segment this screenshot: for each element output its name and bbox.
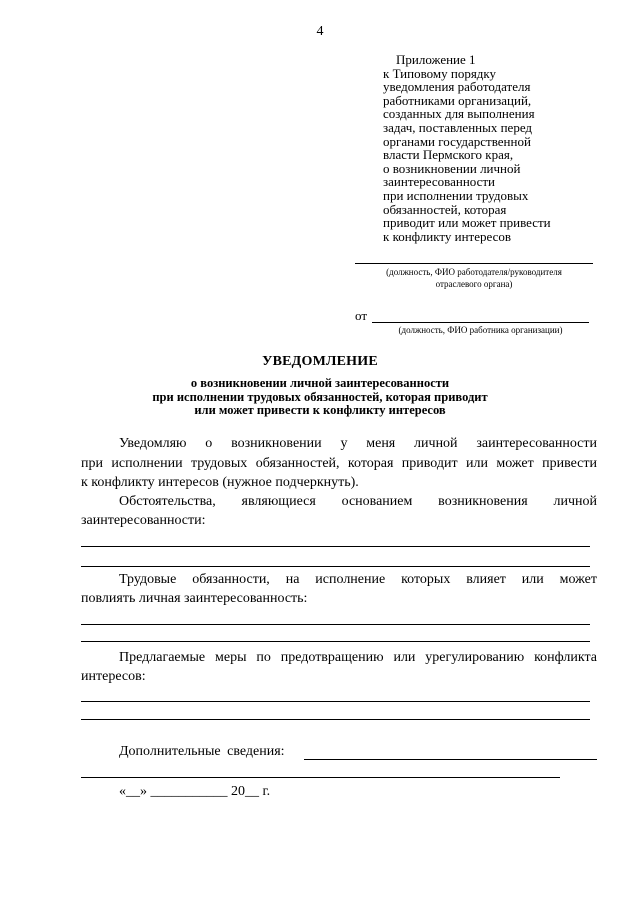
appendix-line: задач, поставленных перед: [383, 119, 533, 135]
appendix-line: к конфликту интересов: [383, 228, 511, 244]
additional-info-label: Дополнительные сведения:: [119, 744, 285, 759]
duties-fill-line[interactable]: [81, 624, 590, 625]
appendix-line: власти Пермского края,: [383, 147, 514, 163]
subtitle-line: или может привести к конфликту интересов: [194, 403, 446, 417]
appendix-line: приводит или может привести: [383, 215, 551, 231]
appendix-line: работниками организаций,: [383, 92, 532, 108]
measures-fill-line[interactable]: [81, 719, 590, 720]
recipient-fill-line[interactable]: [355, 263, 593, 264]
additional-info-fill-line[interactable]: [304, 759, 597, 760]
recipient-caption-line1: (должность, ФИО работодателя/руководителя: [386, 267, 562, 277]
page-number: 4: [316, 24, 324, 39]
sender-label: от: [355, 308, 368, 323]
appendix-line: к Типовому порядку: [383, 65, 497, 81]
circumstances-text-line: заинтересованности:: [81, 513, 206, 528]
appendix-line: обязанностей, которая: [383, 201, 507, 217]
appendix-block: [383, 53, 598, 243]
subtitle-line: при исполнении трудовых обязанностей, которая приводит: [152, 389, 488, 404]
measures-fill-line[interactable]: [81, 701, 590, 702]
measures-text-line: Предлагаемые меры по предотвращению или урегулированию конфликта: [119, 650, 597, 665]
notice-text-line: к конфликту интересов (нужное подчеркнуть).: [81, 475, 359, 490]
measures-text-line: интересов:: [81, 669, 146, 684]
additional-info-fill-line[interactable]: [81, 777, 560, 778]
appendix-line: о возникновении личной: [383, 160, 521, 176]
subtitle-line: о возникновении личной заинтересованности: [190, 376, 450, 390]
duties-text-line: повлиять личная заинтересованность:: [81, 591, 308, 606]
appendix-line: созданных для выполнения: [383, 106, 535, 122]
circumstances-fill-line[interactable]: [81, 566, 590, 567]
duties-text-line: Трудовые обязанности, на исполнение которых влияет или может: [119, 572, 597, 587]
sender-fill-line[interactable]: [372, 322, 589, 323]
sender-caption: (должность, ФИО работника организации): [398, 325, 563, 335]
appendix-line: уведомления работодателя: [383, 79, 531, 95]
date-line[interactable]: «__» ___________ 20__ г.: [119, 784, 271, 799]
notice-text-line: при исполнении трудовых обязанностей, которая приводит или может привести: [81, 456, 597, 471]
notice-text-line: Уведомляю о возникновении у меня личной заинтересованности: [119, 436, 597, 451]
circumstances-text-line: Обстоятельства, являющиеся основанием возникновения личной: [119, 494, 597, 509]
appendix-title: Приложение 1: [396, 52, 476, 67]
recipient-caption-line2: отраслевого органа): [435, 279, 513, 289]
document-title: УВЕДОМЛЕНИЕ: [262, 354, 378, 369]
appendix-line: при исполнении трудовых: [383, 187, 529, 203]
document-subtitle: [0, 377, 640, 418]
appendix-line: заинтересованности: [383, 174, 496, 190]
circumstances-fill-line[interactable]: [81, 546, 590, 547]
duties-fill-line[interactable]: [81, 641, 590, 642]
appendix-line: органами государственной: [383, 133, 531, 149]
